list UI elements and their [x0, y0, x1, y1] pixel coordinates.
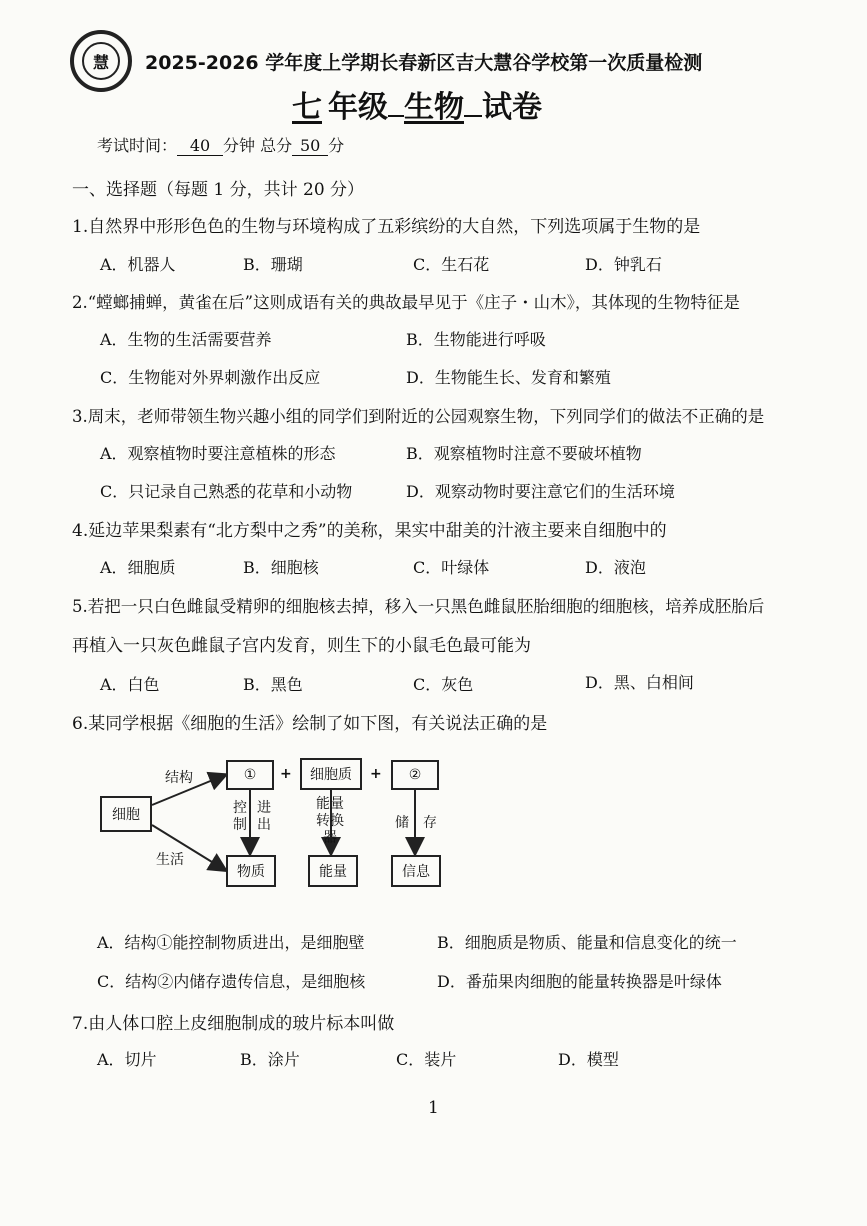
question-stem: 3.周末，老师带领生物兴趣小组的同学们到附近的公园观察生物，下列同学们的做法不正确的是 — [72, 407, 765, 426]
option-d: D．模型 — [558, 1050, 619, 1069]
score-label: 总分 — [260, 136, 293, 155]
option-b: B．观察植物时注意不要破坏植物 — [406, 444, 642, 463]
question-stem: 4.延边苹果梨素有“北方梨中之秀”的美称，果实中甜美的汁液主要来自细胞中的 — [72, 521, 667, 541]
exam-school-title: 2025-2026 学年度上学期长春新区吉大慧谷学校第一次质量检测 — [145, 52, 703, 74]
energy-converter-label: 能量转换器 — [316, 796, 344, 846]
option-d: D．黑、白相间 — [585, 673, 694, 692]
option-c: C．叶绿体 — [413, 558, 490, 577]
option-b: B．细胞质是物质、能量和信息变化的统一 — [437, 933, 737, 952]
option-a: A．机器人 — [100, 255, 176, 274]
option-b: B．黑色 — [243, 675, 303, 694]
option-b: B．涂片 — [240, 1050, 300, 1069]
page-number: 1 — [428, 1098, 439, 1118]
info-box: 信息 — [391, 855, 441, 887]
score-value: 50 — [292, 136, 328, 156]
time-unit: 分钟 — [223, 136, 256, 155]
in-out-label: 进出 — [257, 800, 271, 833]
option-b: B．珊瑚 — [243, 255, 303, 274]
cytoplasm-box: 细胞质 — [300, 758, 362, 790]
control-label: 控制 — [233, 800, 247, 833]
option-d: D．观察动物时要注意它们的生活环境 — [406, 482, 675, 501]
section-title: 一、选择题（每题 1 分，共计 20 分） — [72, 180, 365, 200]
option-c: C．只记录自己熟悉的花草和小动物 — [100, 482, 353, 501]
structure-1-box: ① — [226, 760, 274, 790]
plus-sign: + — [370, 766, 382, 782]
question-stem: 6.某同学根据《细胞的生活》绘制了如下图，有关说法正确的是 — [72, 714, 548, 734]
option-d: D．番茄果肉细胞的能量转换器是叶绿体 — [437, 972, 722, 991]
option-c: C．结构②内储存遗传信息，是细胞核 — [97, 972, 366, 991]
question-stem: 2.“螳螂捕蝉，黄雀在后”这则成语有关的典故最早见于《庄子・山木》，其体现的生物特征是 — [72, 293, 740, 312]
plus-sign: + — [280, 766, 292, 782]
time-label: 考试时间： — [97, 136, 178, 155]
subject-value: 生物 — [404, 90, 464, 125]
school-logo-emblem: 慧 — [82, 42, 120, 80]
life-label: 生活 — [156, 852, 184, 868]
store-label: 储存 — [395, 815, 451, 831]
option-d: D．钟乳石 — [585, 255, 662, 274]
score-unit: 分 — [328, 136, 345, 155]
question-stem-continued: 再植入一只灰色雌鼠子宫内发育，则生下的小鼠毛色最可能为 — [72, 636, 531, 656]
option-c: C．装片 — [396, 1050, 457, 1069]
time-value: 40 — [177, 136, 223, 156]
structure-2-box: ② — [391, 760, 439, 790]
question-stem: 5.若把一只白色雌鼠受精卵的细胞核去掉，移入一只黑色雌鼠胚胎细胞的细胞核，培养成胚胎后 — [72, 597, 765, 616]
option-c: C．生物能对外界刺激作出反应 — [100, 368, 321, 387]
option-a: A．切片 — [97, 1050, 157, 1069]
option-a: A．观察植物时要注意植株的形态 — [100, 444, 336, 463]
paper-suffix: 试卷 — [482, 90, 542, 125]
grade-value: 七 — [292, 90, 322, 125]
option-c: C．灰色 — [413, 675, 474, 694]
option-a: A．细胞质 — [100, 558, 176, 577]
cell-box: 细胞 — [100, 796, 152, 832]
option-b: B．细胞核 — [243, 558, 319, 577]
energy-box: 能量 — [308, 855, 358, 887]
option-d: D．生物能生长、发育和繁殖 — [406, 368, 611, 387]
option-a: A．结构①能控制物质进出，是细胞壁 — [97, 933, 365, 952]
option-d: D．液泡 — [585, 558, 646, 577]
option-b: B．生物能进行呼吸 — [406, 330, 546, 349]
structure-label: 结构 — [165, 770, 193, 786]
option-c: C．生石花 — [413, 255, 490, 274]
question-stem: 7.由人体口腔上皮细胞制成的玻片标本叫做 — [72, 1014, 395, 1034]
grade-suffix: 年级 — [328, 90, 388, 125]
option-a: A．生物的生活需要营养 — [100, 330, 272, 349]
matter-box: 物质 — [226, 855, 276, 887]
question-stem: 1.自然界中形形色色的生物与环境构成了五彩缤纷的大自然，下列选项属于生物的是 — [72, 217, 701, 237]
option-a: A．白色 — [100, 675, 160, 694]
